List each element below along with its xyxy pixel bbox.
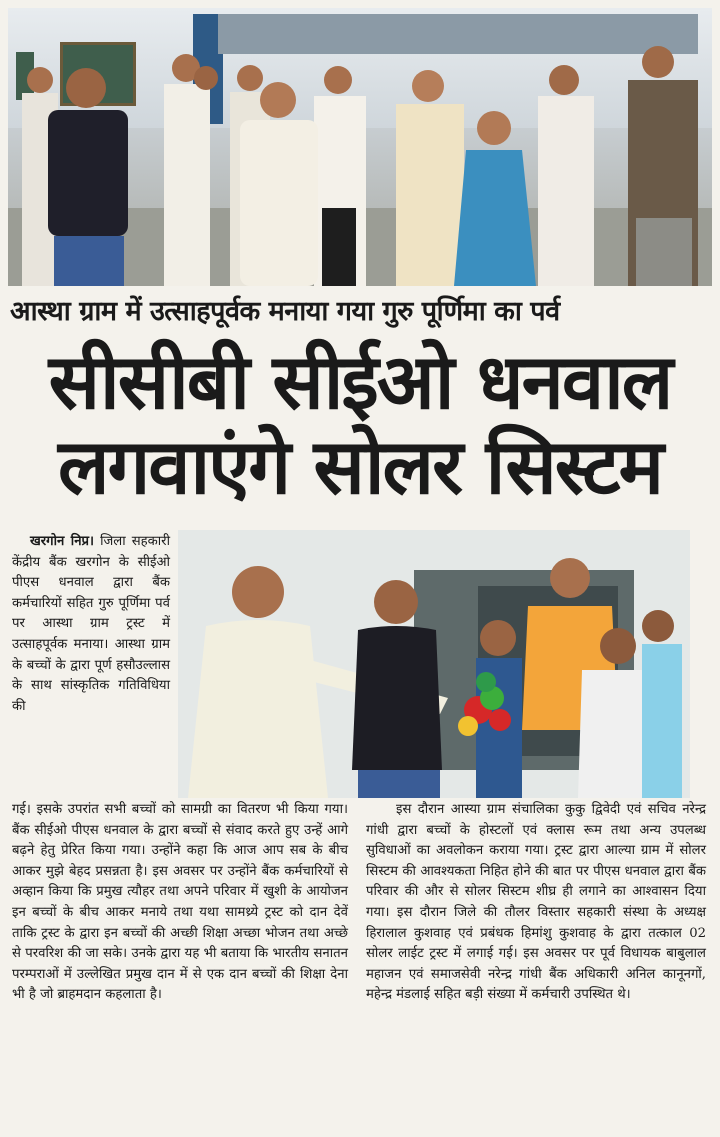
kicker-text: आस्था ग्राम में उत्साहपूर्वक मनाया गया गुरु पूर्णिमा का पर्व	[10, 296, 560, 327]
article-intro: जिला सहकारी केंद्रीय बैंक खरगोन के सीईओ पीएस धनवाल द्वारा बैंक कर्मचारियों सहित गुरु पूर्णिमा पर्व पर आस्था ग्राम ट्रस्ट में उत्साहपूर्वक मनाया। आस्था ग्राम के बच्चों के द्वारा पूर्ण हसौउल्लास के साथ सांस्कृतिक गतिविधिया की	[12, 534, 170, 714]
headline-line-2: लगवाएंगे सोलर सिस्टम	[57, 422, 663, 511]
kicker-headline	[10, 292, 710, 332]
article-intro-column	[12, 532, 170, 717]
article-paragraph-right: इस दौरान आस्या ग्राम संचालिका कुकु द्विवेदी एवं सचिव नरेन्द्र गांधी द्वारा बच्चों के होस्टलों एवं क्लास रूम तथा अन्य उपलब्ध सुविधाओं का अवलोकन कराया गया। ट्रस्ट द्वारा आल्या ग्राम में सोलर सिस्टम की आवश्यकता निहित होने की बात पर पीएस धनवाल द्वारा बैंक परिवार की और से सोलर सिस्टम शीघ्र ही लगाने का आश्वासन दिया गया। इस दौरान जिले की तौलर विस्तार सहकारी संस्था के अध्यक्ष हिरालाल कुशवाह एवं प्रबंधक हिमांशु कुशवाह के द्वारा तत्काल 02 सोलर लाईट ट्रस्ट में लगाई गई। इस अवसर पर पूर्व विधायक बाबुलाल महाजन एवं समाजसेवी नरेन्द्र गांधी बैंक अधिकारी अनिल कानूनगों, महेन्द्र मंडलाई सहित बड़ी संख्या में कर्मचारी उपस्थित थे।	[366, 802, 706, 1003]
dateline: खरगोन निप्र।	[30, 534, 95, 549]
article-paragraph-left: गई। इसके उपरांत सभी बच्चों को सामग्री का वितरण भी किया गया। बैंक सीईओ पीएस धनवाल के द्वारा बच्चों से संवाद करते हुए उन्हें आगे बढ़ने हेतु प्रेरित किया गया। उन्होंने कहा कि आज आप सब के बीच आकर मुझे बेहद प्रसन्नता है। इस अवसर पर उन्होंने बैंक कर्मचारियों से अव्हान किया कि प्रमुख त्यौहर तथा अपने परिवार में खुशी के आयोजन इन बच्चों के बीच आकर मनाये तथा यथा सामथ्र्ये ट्रस्ट को दान देवें ताकि ट्रस्ट के द्वारा इन बच्चों की अच्छी शिक्षा अच्छा भोजन तथा अच्छे से परवरिश की जा सके। उनके द्वारा यह भी बताया कि भारतीय सनातन परम्पराओं में उल्लेखित प्रमुख दान में से एक दान बच्चों की शिक्षा देना भी है जो ब्राहमदान कहलाता है।	[12, 802, 348, 1003]
bouquet-photo	[178, 530, 690, 798]
headline-line-1: सीसीबी सीईओ धनवाल	[48, 337, 672, 426]
article-column-left	[12, 800, 348, 1006]
group-photo	[8, 8, 712, 286]
article-column-right	[366, 800, 706, 1006]
